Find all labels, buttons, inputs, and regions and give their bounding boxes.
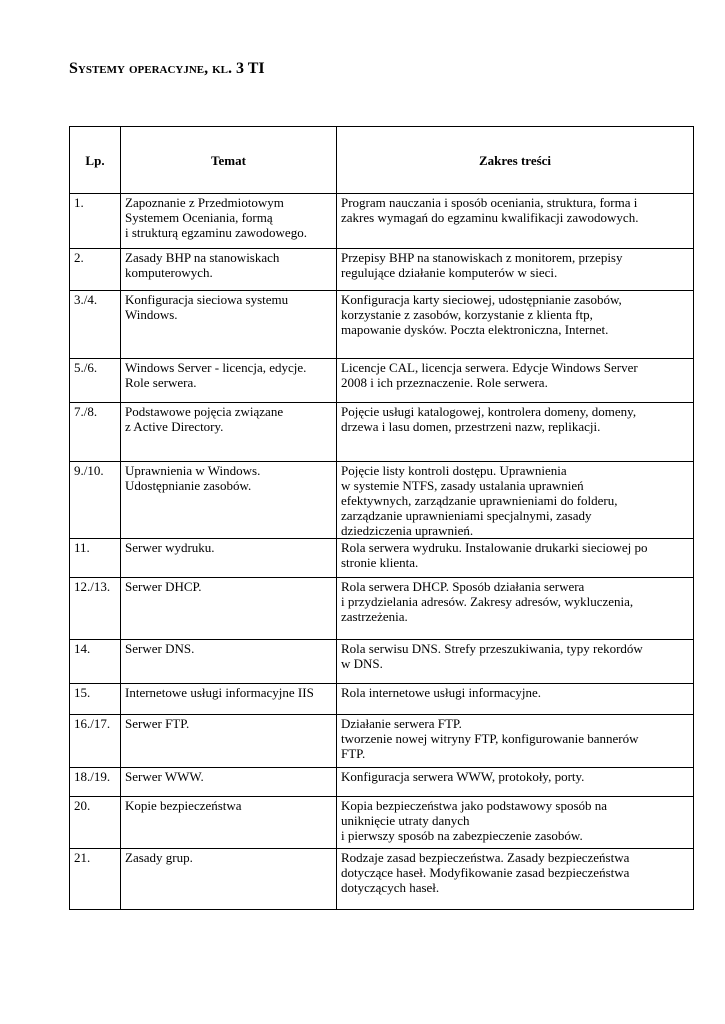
table-row xyxy=(70,462,694,539)
row-scope: Rola serwera wydruku. Instalowanie drukarki sieciowej po stronie klienta. xyxy=(337,539,694,578)
table-row xyxy=(70,403,694,462)
row-lp: 21. xyxy=(70,849,121,910)
row-lp: 2. xyxy=(70,249,121,291)
row-lp: 11. xyxy=(70,539,121,578)
table-row xyxy=(70,194,694,249)
table-row xyxy=(70,849,694,910)
row-topic: Serwer DNS. xyxy=(121,640,337,684)
header-topic: Temat xyxy=(121,127,337,194)
row-scope: Pojęcie listy kontroli dostępu. Uprawnienia w systemie NTFS, zasady ustalania uprawnień efektywnych, zarządzanie uprawnieniami do folderu, zarządzanie uprawnieniami specjalnymi, zasady dziedziczenia uprawnień. xyxy=(337,462,694,539)
row-scope: Rola internetowe usługi informacyjne. xyxy=(337,684,694,715)
table-row xyxy=(70,715,694,768)
row-scope: Rola serwera DHCP. Sposób działania serwera i przydzielania adresów. Zakresy adresów, wykluczenia, zastrzeżenia. xyxy=(337,578,694,640)
syllabus-table xyxy=(69,126,694,910)
row-scope: Konfiguracja serwera WWW, protokoły, porty. xyxy=(337,768,694,797)
row-topic: Serwer FTP. xyxy=(121,715,337,768)
row-lp: 3./4. xyxy=(70,291,121,359)
row-scope: Rola serwisu DNS. Strefy przeszukiwania, typy rekordów w DNS. xyxy=(337,640,694,684)
table-row xyxy=(70,539,694,578)
table-row xyxy=(70,797,694,849)
table-row xyxy=(70,640,694,684)
row-topic: Windows Server - licencja, edycje. Role serwera. xyxy=(121,359,337,403)
row-topic: Zasady BHP na stanowiskach komputerowych. xyxy=(121,249,337,291)
table-row xyxy=(70,768,694,797)
row-lp: 16./17. xyxy=(70,715,121,768)
row-lp: 18./19. xyxy=(70,768,121,797)
row-scope: Pojęcie usługi katalogowej, kontrolera domeny, domeny, drzewa i lasu domen, przestrzeni nazw, replikacji. xyxy=(337,403,694,462)
row-topic: Podstawowe pojęcia związane z Active Directory. xyxy=(121,403,337,462)
page-title-main: Systemy operacyjne, kl. xyxy=(69,60,233,77)
row-scope: Kopia bezpieczeństwa jako podstawowy sposób na uniknięcie utraty danych i pierwszy sposób na zabezpieczenie zasobów. xyxy=(337,797,694,849)
row-lp: 14. xyxy=(70,640,121,684)
row-topic: Kopie bezpieczeństwa xyxy=(121,797,337,849)
row-lp: 7./8. xyxy=(70,403,121,462)
row-lp: 5./6. xyxy=(70,359,121,403)
table-row xyxy=(70,578,694,640)
row-scope: Licencje CAL, licencja serwera. Edycje Windows Server 2008 i ich przeznaczenie. Role serwera. xyxy=(337,359,694,403)
row-topic: Serwer wydruku. xyxy=(121,539,337,578)
page-title-class: 3 TI xyxy=(236,60,265,77)
row-scope: Rodzaje zasad bezpieczeństwa. Zasady bezpieczeństwa dotyczące haseł. Modyfikowanie zasad bezpieczeństwa dotyczących haseł. xyxy=(337,849,694,910)
table-row xyxy=(70,291,694,359)
header-lp: Lp. xyxy=(70,127,121,194)
table-row xyxy=(70,359,694,403)
row-lp: 20. xyxy=(70,797,121,849)
row-lp: 12./13. xyxy=(70,578,121,640)
table-row xyxy=(70,684,694,715)
row-topic: Serwer WWW. xyxy=(121,768,337,797)
row-topic: Zapoznanie z Przedmiotowym Systemem Oceniania, formą i strukturą egzaminu zawodowego. xyxy=(121,194,337,249)
page-title xyxy=(69,60,265,78)
table-row xyxy=(70,249,694,291)
row-topic: Konfiguracja sieciowa systemu Windows. xyxy=(121,291,337,359)
row-lp: 9./10. xyxy=(70,462,121,539)
row-scope: Program nauczania i sposób oceniania, struktura, forma i zakres wymagań do egzaminu kwalifikacji zawodowych. xyxy=(337,194,694,249)
row-topic: Uprawnienia w Windows. Udostępnianie zasobów. xyxy=(121,462,337,539)
row-topic: Zasady grup. xyxy=(121,849,337,910)
row-scope: Konfiguracja karty sieciowej, udostępnianie zasobów, korzystanie z zasobów, korzystanie z klienta ftp, mapowanie dysków. Poczta elektroniczna, Internet. xyxy=(337,291,694,359)
row-lp: 15. xyxy=(70,684,121,715)
row-topic: Serwer DHCP. xyxy=(121,578,337,640)
header-scope: Zakres treści xyxy=(337,127,694,194)
row-topic: Internetowe usługi informacyjne IIS xyxy=(121,684,337,715)
row-lp: 1. xyxy=(70,194,121,249)
row-scope: Przepisy BHP na stanowiskach z monitorem, przepisy regulujące działanie komputerów w sieci. xyxy=(337,249,694,291)
row-scope: Działanie serwera FTP. tworzenie nowej witryny FTP, konfigurowanie bannerów FTP. xyxy=(337,715,694,768)
table-header-row xyxy=(70,127,694,194)
